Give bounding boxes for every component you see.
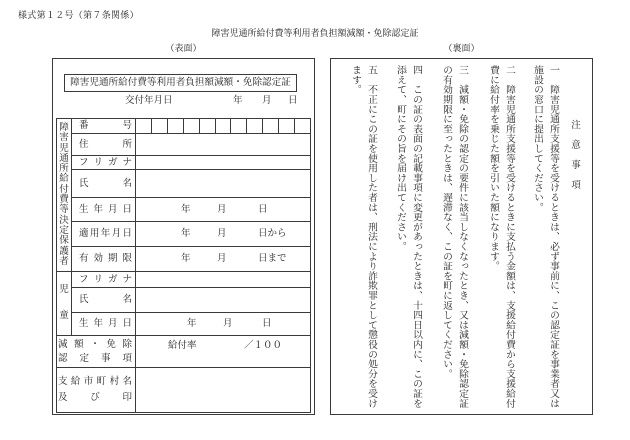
label-char: ナ — [122, 156, 132, 168]
issue-date-month: 月 — [262, 95, 272, 106]
reduction-label-line1 — [57, 340, 135, 350]
label-char: 効 — [93, 253, 103, 264]
label-char: 限 — [122, 253, 132, 264]
expiry-date-month: 月 — [217, 253, 227, 264]
note-4-line-1: 四 この証の表面の記載事項に変更があったときは、十四日以内に、この証を — [411, 65, 422, 408]
municipality-label-cell — [57, 368, 136, 412]
notes-heading — [570, 121, 582, 191]
number-value-cell — [136, 119, 310, 134]
label-char: 村 — [109, 376, 120, 387]
label-char: 項 — [571, 180, 581, 191]
label-char: 項 — [122, 352, 132, 364]
label-char: 費 — [59, 194, 69, 206]
label-char: 給 — [59, 173, 69, 185]
guardian-furigana-value-cell — [136, 156, 310, 170]
expiry-date-label — [79, 247, 132, 271]
note-1-line-1: 一 障害児通所支援等を受けるときは、必ず事前に、この認定証を事業者又は — [548, 65, 559, 408]
municipality-label-line1 — [57, 377, 135, 387]
label-char: 日 — [122, 318, 132, 329]
child-group-cell — [57, 272, 72, 336]
label-char: 障 — [59, 122, 69, 133]
label-char: 児 — [59, 142, 69, 154]
note-1-line-2: 施設の窓口に提出してください。 — [532, 65, 543, 212]
effective-date-label-cell — [72, 222, 136, 247]
label-char: 適 — [79, 228, 89, 239]
expiry-date-value-cell — [136, 247, 310, 272]
label-char: 番 — [79, 120, 89, 131]
number-digit-cell — [231, 119, 247, 133]
expiry-date-day: 日まで — [258, 253, 287, 264]
issue-date-label: 交付年月日 — [125, 95, 173, 106]
municipality-seal-cell — [136, 368, 310, 412]
label-char: 減 — [58, 338, 68, 350]
label-char: 市 — [83, 376, 94, 387]
number-digit-cell — [295, 119, 310, 133]
label-char: 有 — [79, 253, 89, 264]
label-char: 者 — [59, 255, 69, 267]
label-char: び — [90, 392, 100, 403]
child-name-label — [79, 288, 132, 312]
child-birth-day: 日 — [262, 318, 272, 329]
card-title: 障害児通所給付費等利用者負担額減額・免除認定証 — [64, 74, 297, 92]
effective-date-day: 日から — [258, 228, 287, 239]
note-4-line-2: 添えて、町にその旨を届け出てください。 — [395, 65, 406, 252]
child-birth-value-cell — [136, 313, 310, 336]
label-char: フ — [79, 156, 89, 168]
label-char: 所 — [122, 138, 132, 150]
issue-date-day: 日 — [288, 95, 298, 106]
label-char: 日 — [122, 203, 132, 215]
expiry-date-year: 年 — [181, 253, 191, 264]
benefit-rate-denominator: ／１００ — [244, 340, 283, 351]
guardian-name-label-cell — [72, 170, 136, 198]
label-char: 氏 — [79, 177, 89, 189]
label-char: ガ — [107, 156, 118, 168]
label-char: 名 — [122, 294, 132, 305]
note-3-line-1: 三 減額・免除の認定の要件に該当しなくなったとき、又は減額・免除認定証 — [457, 65, 468, 408]
label-char: 年 — [100, 228, 111, 239]
label-char: 用 — [89, 228, 100, 239]
document-title: 障害児通所給付費等利用者負担額減額・免除認定証 — [211, 29, 419, 39]
label-char: 護 — [59, 245, 69, 257]
child-group-label — [57, 272, 71, 335]
child-birth-label — [79, 313, 132, 335]
label-char: リ — [93, 273, 103, 285]
child-birth-year: 年 — [187, 318, 197, 329]
label-char: 保 — [59, 235, 69, 247]
label-char: 年 — [93, 318, 103, 329]
label-char: 月 — [107, 203, 118, 215]
address-label-cell — [72, 134, 136, 156]
label-char: 町 — [96, 376, 107, 387]
number-label-cell — [72, 119, 136, 134]
number-digit-cell — [263, 119, 279, 133]
number-digit-cell — [168, 119, 184, 133]
label-char: 事 — [571, 160, 581, 171]
label-char: 認 — [58, 352, 68, 364]
label-char: 及 — [58, 392, 68, 403]
number-digit-cell — [200, 119, 216, 133]
child-furigana-label-cell — [72, 272, 136, 288]
note-2-line-1: 二 障害児通所支援等を受けるときに支払う金額は、支援給付費から支援給付 — [504, 65, 515, 408]
label-char: ナ — [122, 273, 132, 285]
label-char: ・ — [90, 338, 100, 350]
guardian-group-cell — [57, 119, 72, 272]
label-char: 付 — [59, 183, 69, 195]
expiry-date-label-cell — [72, 247, 136, 272]
number-digit-cell — [279, 119, 295, 133]
label-char: 定 — [59, 224, 69, 236]
note-2-line-2: 費に給付率を乗じた額を引いた額になります。 — [488, 65, 499, 271]
label-char: 給 — [70, 376, 81, 387]
child-name-label-cell — [72, 288, 136, 313]
back-side-label: （裏面） — [443, 44, 480, 54]
label-char: 通 — [59, 152, 69, 164]
child-furigana-label — [79, 272, 132, 287]
guardian-birth-year: 年 — [181, 203, 191, 215]
label-char: ガ — [107, 273, 118, 285]
label-char: 決 — [59, 214, 69, 226]
label-char: 児 — [59, 284, 69, 295]
number-digit-cell — [216, 119, 232, 133]
number-digit-cell — [152, 119, 168, 133]
note-3-line-2: の有効期限に至ったときは、遅滞なく、この証を町に返してください。 — [441, 65, 452, 379]
municipality-label-line2 — [57, 393, 135, 403]
number-digit-cell — [247, 119, 263, 133]
reduction-value-cell — [136, 336, 310, 368]
label-char: 氏 — [79, 294, 89, 305]
child-furigana-value-cell — [136, 272, 310, 288]
label-char: 免 — [106, 338, 116, 350]
guardian-furigana-label — [79, 156, 132, 169]
issue-date-year: 年 — [233, 95, 243, 106]
number-digit-cell — [184, 119, 200, 133]
label-char: 生 — [79, 203, 89, 215]
note-5-line-2: ます。 — [350, 65, 361, 95]
label-char: 期 — [107, 253, 118, 264]
child-birth-month: 月 — [223, 318, 233, 329]
label-char: 名 — [122, 376, 132, 387]
guardian-birth-label-cell — [72, 198, 136, 222]
certificate-table — [56, 118, 311, 413]
front-side-card — [52, 58, 315, 415]
guardian-birth-label — [79, 198, 132, 221]
guardian-birth-value-cell — [136, 198, 310, 222]
effective-date-month: 月 — [217, 228, 227, 239]
effective-date-label — [79, 222, 132, 246]
label-char: 支 — [58, 376, 68, 387]
back-side-card — [330, 58, 593, 415]
label-char: 事 — [100, 352, 111, 364]
label-char: 意 — [571, 140, 581, 151]
reduction-label-line2 — [57, 354, 135, 364]
label-char: 所 — [59, 163, 69, 175]
label-char: 日 — [122, 228, 132, 239]
reduction-label — [57, 336, 135, 367]
municipality-label — [57, 368, 135, 412]
child-birth-label-cell — [72, 313, 136, 336]
guardian-name-label — [79, 170, 132, 197]
label-char: 印 — [122, 392, 132, 403]
label-char: 号 — [122, 120, 132, 131]
guardian-furigana-label-cell — [72, 156, 136, 170]
label-char: 住 — [79, 138, 89, 150]
label-char: 害 — [59, 132, 69, 144]
number-digit-cell — [136, 119, 152, 133]
child-name-value-cell — [136, 288, 310, 313]
number-digit-boxes — [136, 119, 310, 133]
guardian-birth-day: 日 — [258, 203, 268, 215]
label-char: 除 — [122, 338, 132, 350]
effective-date-year: 年 — [181, 228, 191, 239]
number-label — [79, 119, 132, 133]
address-label — [79, 134, 132, 155]
label-char: 等 — [59, 204, 69, 216]
benefit-rate-label: 給付率 — [168, 340, 197, 351]
label-char: 童 — [59, 310, 69, 321]
reduction-label-cell — [57, 336, 136, 368]
label-char: 生 — [79, 318, 89, 329]
guardian-name-value-cell — [136, 170, 310, 198]
label-char: 年 — [93, 203, 103, 215]
front-side-label: （表面） — [165, 44, 202, 54]
label-char: リ — [93, 156, 103, 168]
note-5-line-1: 五 不正にこの証を使用した者は、刑法により詐欺罪として懲役の処分を受け — [366, 65, 377, 408]
guardian-birth-month: 月 — [217, 203, 227, 215]
effective-date-value-cell — [136, 222, 310, 247]
form-number: 様式第１２号（第７条関係） — [18, 11, 139, 21]
label-char: 注 — [571, 120, 581, 131]
label-char: 月 — [111, 228, 122, 239]
label-char: フ — [79, 273, 89, 285]
guardian-group-label — [57, 119, 71, 271]
label-char: 額 — [74, 338, 84, 350]
label-char: 定 — [79, 352, 89, 364]
address-value-cell — [136, 134, 310, 156]
label-char: 月 — [107, 318, 118, 329]
label-char: 名 — [122, 177, 132, 189]
